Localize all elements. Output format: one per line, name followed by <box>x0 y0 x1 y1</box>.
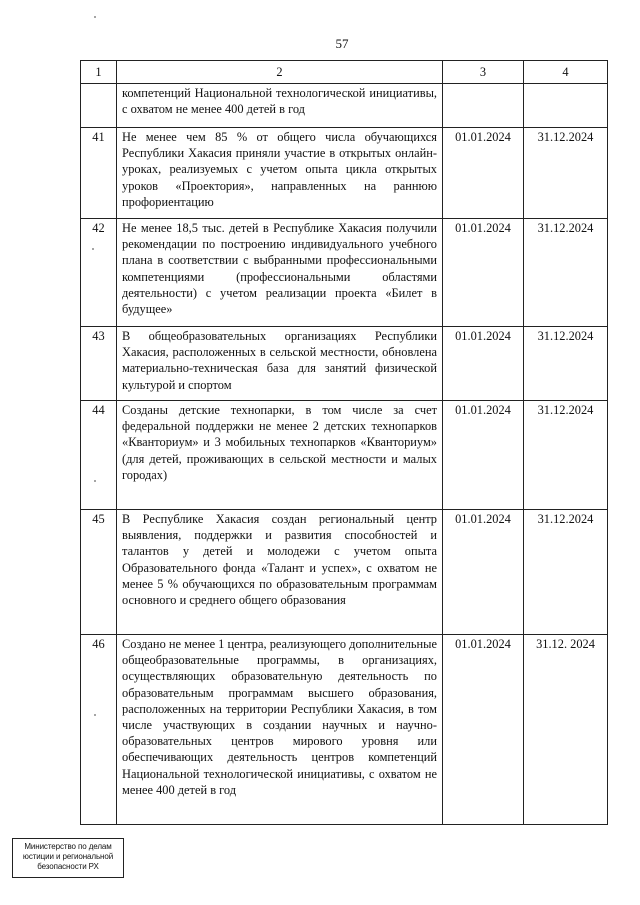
end-date: 31.12.2024 <box>524 219 608 327</box>
row-text: Не менее чем 85 % от общего числа обучающихся Республики Хакасия приняли участие в открытых онлайн-уроках, реализуемых с учетом опыта цикла открытых уроков «Проектория», направленных на раннюю профориентацию <box>117 128 443 219</box>
start-date <box>443 84 524 128</box>
scan-speck <box>92 248 94 250</box>
table-row <box>81 510 608 635</box>
row-number <box>81 84 117 128</box>
row-text: В общеобразовательных организациях Республики Хакасия, расположенных в сельской местности, обновлена материально-техническая база для занятий физической культурой и спортом <box>117 327 443 401</box>
table-row <box>81 84 608 128</box>
row-number: 44 <box>81 401 117 510</box>
scan-speck <box>94 480 96 482</box>
start-date: 01.01.2024 <box>443 401 524 510</box>
row-text: Не менее 18,5 тыс. детей в Республике Хакасия получили рекомендации по построению индивидуального учебного плана в соответствии с выбранными профессиональными компетенциями (профессиональными областями деятельности) с учетом реализации проекта «Билет в будущее» <box>117 219 443 327</box>
stamp-line-1: Министерство по делам <box>24 842 112 851</box>
table-row <box>81 327 608 401</box>
start-date: 01.01.2024 <box>443 510 524 635</box>
start-date: 01.01.2024 <box>443 219 524 327</box>
table-row <box>81 219 608 327</box>
row-number: 41 <box>81 128 117 219</box>
row-text: Созданы детские технопарки, в том числе за счет федеральной поддержки не менее 2 детских технопарков «Кванториум» и 3 мобильных технопарков «Кванториум» (для детей, проживающих в сельской местности и малых городах) <box>117 401 443 510</box>
end-date: 31.12. 2024 <box>524 635 608 825</box>
row-number: 45 <box>81 510 117 635</box>
end-date: 31.12.2024 <box>524 510 608 635</box>
row-number: 42 <box>81 219 117 327</box>
row-text: В Республике Хакасия создан региональный центр выявления, поддержки и развития способностей и талантов у детей и молодежи с учетом опыта Образовательного фонда «Талант и успех», с охватом не менее 5 % обучающихся по образовательным программам основного и среднего общего образования <box>117 510 443 635</box>
table-row <box>81 635 608 825</box>
page-number: 57 <box>335 36 349 51</box>
ministry-stamp <box>12 838 124 878</box>
document-table <box>80 60 608 825</box>
header-col-4: 4 <box>524 61 608 84</box>
start-date: 01.01.2024 <box>443 128 524 219</box>
end-date: 31.12.2024 <box>524 327 608 401</box>
table-row <box>81 128 608 219</box>
stamp-line-2: юстиции и региональной <box>22 852 114 861</box>
header-col-1: 1 <box>81 61 117 84</box>
row-number: 46 <box>81 635 117 825</box>
header-col-3: 3 <box>443 61 524 84</box>
row-text: Создано не менее 1 центра, реализующего дополнительные общеобразовательные программы, в организациях, осуществляющих образовательную деятельность по образовательным программам высшего образования, расположенных на территории Республики Хакасия, в том числе участвующих в создании научных и научно-образовательных центров мирового уровня или обеспечивающих деятельность центров компетенций Национальной технологической инициативы, с охватом не менее 400 детей в год <box>117 635 443 825</box>
end-date: 31.12.2024 <box>524 128 608 219</box>
table-header-row <box>81 61 608 84</box>
header-col-2: 2 <box>117 61 443 84</box>
scan-speck <box>94 714 96 716</box>
end-date: 31.12.2024 <box>524 401 608 510</box>
stamp-line-3: безопасности РХ <box>37 862 99 871</box>
end-date <box>524 84 608 128</box>
start-date: 01.01.2024 <box>443 635 524 825</box>
table-row <box>81 401 608 510</box>
scan-speck <box>94 16 96 18</box>
row-number: 43 <box>81 327 117 401</box>
row-text: компетенций Национальной технологической инициативы, с охватом не менее 400 детей в год <box>117 84 443 128</box>
start-date: 01.01.2024 <box>443 327 524 401</box>
